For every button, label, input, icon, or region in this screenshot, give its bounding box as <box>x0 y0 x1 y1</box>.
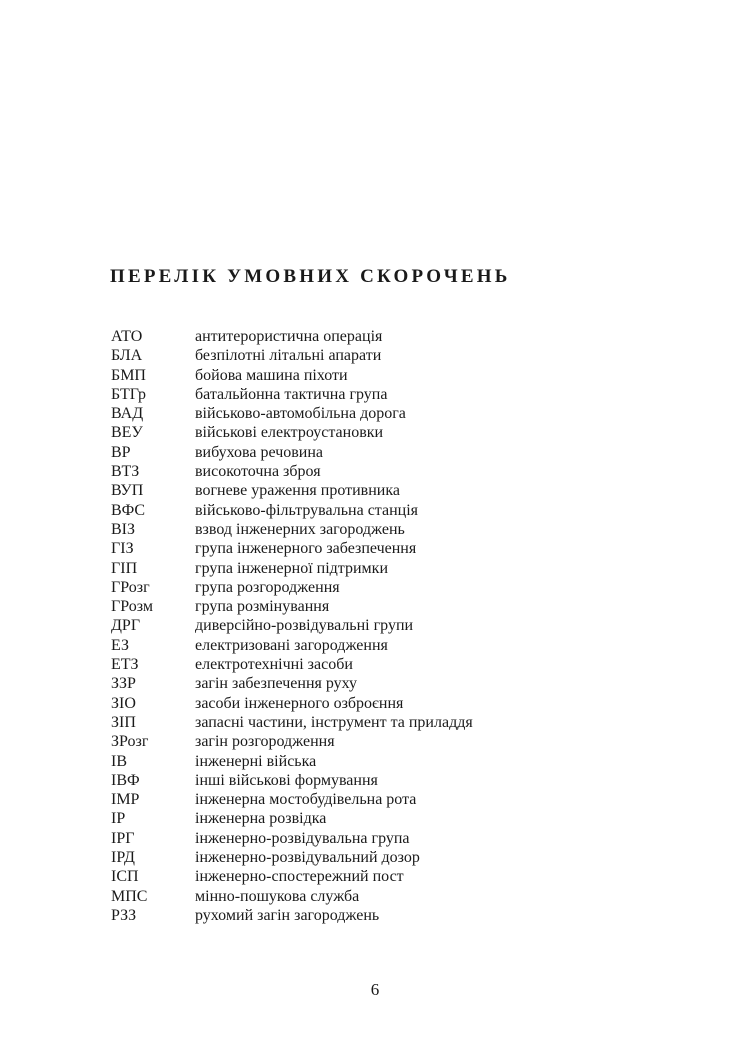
abbreviation-definition: мінно-пошукова служба <box>195 887 360 905</box>
abbreviation-row <box>111 694 711 713</box>
abbreviation-code: РЗЗ <box>111 906 137 924</box>
abbreviation-code: ГІП <box>111 559 138 577</box>
abbreviation-code: ЗРозг <box>111 733 149 751</box>
abbreviation-code: ГРозг <box>111 578 150 596</box>
abbreviation-code: ВЕУ <box>111 424 143 442</box>
abbreviation-definition: електротехнічні засоби <box>195 656 353 674</box>
abbreviation-definition: військово-автомобільна дорога <box>195 405 406 423</box>
abbreviation-definition: інженерні війська <box>195 752 317 770</box>
abbreviation-code: ІМР <box>111 791 140 809</box>
abbreviation-definition: інженерна мостобудівельна рота <box>195 791 417 809</box>
abbreviation-row <box>111 732 711 751</box>
abbreviation-definition: військово-фільтрувальна станція <box>195 501 419 519</box>
abbreviation-definition: група розмінування <box>195 598 330 616</box>
abbreviation-definition: високоточна зброя <box>195 463 321 481</box>
abbreviation-code: ІВ <box>111 752 127 770</box>
abbreviation-code: ВР <box>111 443 131 461</box>
abbreviation-definition: бойова машина піхоти <box>195 366 348 384</box>
abbreviation-row <box>111 404 711 423</box>
abbreviation-row <box>111 771 711 790</box>
abbreviation-row <box>111 481 711 500</box>
abbreviation-row <box>111 809 711 828</box>
abbreviation-row <box>111 674 711 693</box>
abbreviation-code: ЕТЗ <box>111 656 139 674</box>
abbreviation-code: ВУП <box>111 482 144 500</box>
abbreviation-row <box>111 443 711 462</box>
abbreviation-row <box>111 520 711 539</box>
abbreviation-definition: запасні частини, інструмент та приладдя <box>195 713 473 731</box>
abbreviation-definition: група розгородження <box>195 578 340 596</box>
abbreviation-definition: електризовані загородження <box>195 636 388 654</box>
abbreviation-list <box>111 327 711 925</box>
abbreviation-row <box>111 578 711 597</box>
abbreviation-row <box>111 713 711 732</box>
abbreviation-definition: загін розгородження <box>195 733 335 751</box>
abbreviation-code: БЛА <box>111 347 143 365</box>
abbreviation-row <box>111 616 711 635</box>
abbreviation-definition: інженерно-спостережний пост <box>195 868 404 886</box>
abbreviation-definition: інженерно-розвідувальний дозор <box>195 849 420 867</box>
abbreviation-code: БМП <box>111 366 146 384</box>
abbreviation-code: ГІЗ <box>111 540 134 558</box>
abbreviation-row <box>111 366 711 385</box>
abbreviation-code: ІВФ <box>111 771 140 789</box>
abbreviation-row <box>111 539 711 558</box>
abbreviation-code: ЗІО <box>111 694 136 712</box>
abbreviation-code: АТО <box>111 328 143 345</box>
abbreviation-code: МПС <box>111 887 148 905</box>
abbreviation-definition: загін забезпечення руху <box>195 675 358 693</box>
abbreviation-row <box>111 655 711 674</box>
page-number: 6 <box>370 980 380 999</box>
abbreviation-row <box>111 848 711 867</box>
abbreviation-definition: взвод інженерних загороджень <box>195 520 405 538</box>
abbreviation-row <box>111 906 711 925</box>
abbreviation-definition: безпілотні літальні апарати <box>195 347 382 365</box>
abbreviation-row <box>111 790 711 809</box>
abbreviation-code: ІР <box>111 810 126 828</box>
abbreviation-definition: інші військові формування <box>195 771 378 789</box>
abbreviation-row <box>111 752 711 771</box>
abbreviation-row <box>111 887 711 906</box>
abbreviation-definition: вогневе ураження противника <box>195 482 400 500</box>
abbreviation-code: БТГр <box>111 385 146 403</box>
abbreviation-code: ЗЗР <box>111 675 136 693</box>
abbreviation-row <box>111 501 711 520</box>
abbreviation-row <box>111 385 711 404</box>
abbreviation-row <box>111 346 711 365</box>
abbreviation-definition: група інженерної підтримки <box>195 559 388 577</box>
abbreviation-code: ВАД <box>111 405 144 423</box>
abbreviation-definition: вибухова речовина <box>195 443 324 461</box>
abbreviation-row <box>111 327 711 346</box>
abbreviation-definition: рухомий загін загороджень <box>195 906 380 924</box>
abbreviation-definition: інженерно-розвідувальна група <box>195 829 410 847</box>
abbreviation-definition: антитерористична операція <box>195 328 383 345</box>
abbreviation-definition: інженерна розвідка <box>195 810 327 828</box>
abbreviation-definition: військові електроустановки <box>195 424 384 442</box>
abbreviation-code: ІСП <box>111 868 139 886</box>
abbreviation-definition: батальйонна тактична група <box>195 385 388 403</box>
page-title: ПЕРЕЛІК УМОВНИХ СКОРОЧЕНЬ <box>110 266 511 287</box>
abbreviation-definition: група інженерного забезпечення <box>195 540 417 558</box>
abbreviation-code: ЗІП <box>111 713 136 731</box>
abbreviation-row <box>111 423 711 442</box>
abbreviation-code: ІРД <box>111 849 135 867</box>
abbreviation-row <box>111 867 711 886</box>
abbreviation-code: ВФС <box>111 501 145 519</box>
abbreviation-definition: засоби інженерного озброєння <box>195 694 404 712</box>
abbreviation-row <box>111 636 711 655</box>
abbreviation-code: ГРозм <box>111 598 153 616</box>
abbreviation-code: ДРГ <box>111 617 141 635</box>
abbreviation-code: ІРГ <box>111 829 135 847</box>
abbreviation-row <box>111 597 711 616</box>
abbreviation-definition: диверсійно-розвідувальні групи <box>195 617 414 635</box>
abbreviation-row <box>111 559 711 578</box>
abbreviation-row <box>111 462 711 481</box>
abbreviation-code: ВІЗ <box>111 520 136 538</box>
abbreviation-row <box>111 829 711 848</box>
abbreviation-code: ЕЗ <box>111 636 129 654</box>
abbreviation-code: ВТЗ <box>111 463 140 481</box>
